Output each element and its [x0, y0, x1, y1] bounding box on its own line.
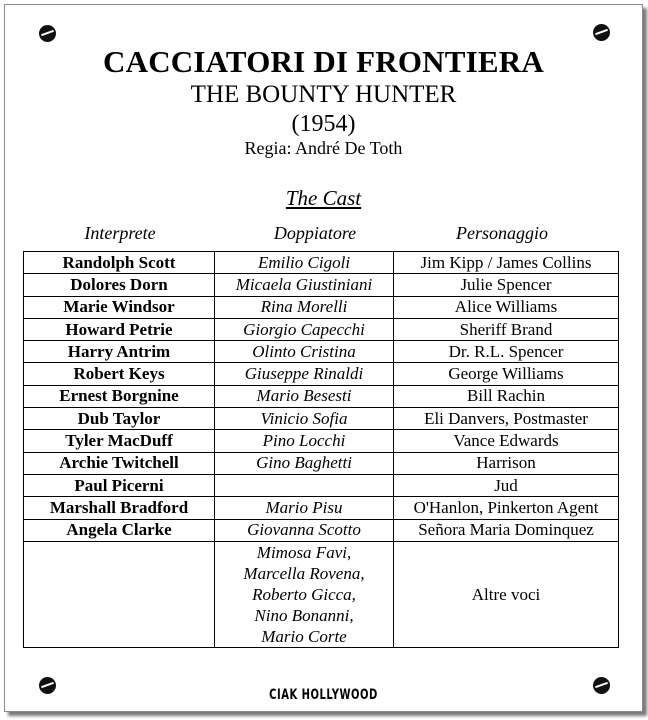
- character-cell: Alice Williams: [394, 296, 619, 318]
- actor-cell: Dolores Dorn: [24, 274, 215, 296]
- table-row: [24, 274, 619, 296]
- cast-table: [23, 251, 619, 648]
- table-row: [24, 252, 619, 274]
- actor-cell: [24, 541, 215, 647]
- character-cell: Harrison: [394, 452, 619, 474]
- actor-cell: Ernest Borgnine: [24, 385, 215, 407]
- dubber-cell: Pino Locchi: [215, 430, 394, 452]
- dubber-cell: Gino Baghetti: [215, 452, 394, 474]
- column-header-dubber: Doppiatore: [273, 223, 357, 243]
- actor-cell: Robert Keys: [24, 363, 215, 385]
- screw-icon: [39, 25, 56, 42]
- dubber-cell: Olinto Cristina: [215, 341, 394, 363]
- original-title: THE BOUNTY HUNTER: [190, 81, 457, 108]
- dubber-cell: Vinicio Sofia: [215, 408, 394, 430]
- character-cell: George Williams: [394, 363, 619, 385]
- actor-cell: Howard Petrie: [24, 318, 215, 340]
- character-cell: Eli Danvers, Postmaster: [394, 408, 619, 430]
- table-row: [24, 318, 619, 340]
- dubber-cell-multi: [215, 541, 394, 647]
- table-row: [24, 341, 619, 363]
- table-row: [24, 296, 619, 318]
- actor-cell: Marie Windsor: [24, 296, 215, 318]
- dubber-line: Nino Bonanni,: [254, 605, 354, 625]
- dubber-cell: Mario Pisu: [215, 497, 394, 519]
- director-credit: Regia: André De Toth: [244, 138, 403, 158]
- page-title: CACCIATORI DI FRONTIERA: [103, 44, 544, 79]
- column-header-character: Personaggio: [456, 223, 548, 243]
- dubber-cell: Micaela Giustiniani: [215, 274, 394, 296]
- dubber-cell: Emilio Cigoli: [215, 252, 394, 274]
- screw-icon: [593, 24, 610, 41]
- dubber-cell: Mario Besesti: [215, 385, 394, 407]
- character-cell: O'Hanlon, Pinkerton Agent: [394, 497, 619, 519]
- table-row: [24, 452, 619, 474]
- actor-cell: Marshall Bradford: [24, 497, 215, 519]
- character-cell: Altre voci: [394, 541, 619, 647]
- character-cell: Sheriff Brand: [394, 318, 619, 340]
- dubber-cell: Giuseppe Rinaldi: [215, 363, 394, 385]
- cast-heading: The Cast: [285, 186, 362, 210]
- character-cell: Julie Spencer: [394, 274, 619, 296]
- actor-cell: Harry Antrim: [24, 341, 215, 363]
- plaque: [4, 4, 643, 712]
- character-cell: Bill Rachin: [394, 385, 619, 407]
- table-row: [24, 474, 619, 496]
- actor-cell: Archie Twitchell: [24, 452, 215, 474]
- character-cell: Jud: [394, 474, 619, 496]
- table-row: [24, 408, 619, 430]
- table-row: [24, 519, 619, 541]
- dubber-line: Mario Corte: [261, 626, 347, 646]
- character-cell: Jim Kipp / James Collins: [394, 252, 619, 274]
- dubber-cell: Giorgio Capecchi: [215, 318, 394, 340]
- column-header-actor: Interprete: [84, 223, 156, 243]
- table-row: [24, 363, 619, 385]
- actor-cell: Dub Taylor: [24, 408, 215, 430]
- character-cell: Dr. R.L. Spencer: [394, 341, 619, 363]
- table-row: [24, 385, 619, 407]
- release-year: (1954): [291, 111, 356, 137]
- dubber-line: Roberto Gicca,: [252, 584, 356, 604]
- actor-cell: Tyler MacDuff: [24, 430, 215, 452]
- dubber-line: Mimosa Favi,: [256, 542, 352, 562]
- character-cell: Vance Edwards: [394, 430, 619, 452]
- table-row: [24, 497, 619, 519]
- dubber-line: Marcella Rovena,: [243, 563, 365, 583]
- dubber-cell: [215, 474, 394, 496]
- dubber-cell: Rina Morelli: [215, 296, 394, 318]
- table-row-other-voices: [24, 541, 619, 647]
- actor-cell: Paul Picerni: [24, 474, 215, 496]
- actor-cell: Angela Clarke: [24, 519, 215, 541]
- actor-cell: Randolph Scott: [24, 252, 215, 274]
- dubber-cell: Giovanna Scotto: [215, 519, 394, 541]
- table-row: [24, 430, 619, 452]
- character-cell: Señora Maria Dominquez: [394, 519, 619, 541]
- ciak-hollywood-logo: CIAK HOLLYWOOD: [269, 687, 378, 704]
